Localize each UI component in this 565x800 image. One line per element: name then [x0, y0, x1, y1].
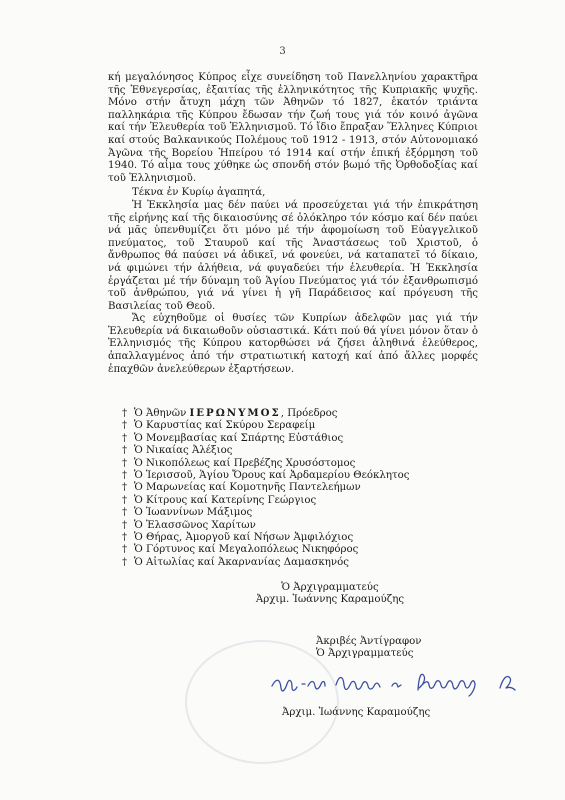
- cross-icon: †: [122, 507, 128, 519]
- secretary-name: Ἀρχιμ. Ἰωάννης Καραμούζης: [255, 594, 405, 606]
- signatories-list: [122, 407, 422, 569]
- signatory-name: Ὁ Μονεμβασίας καί Σπάρτης Εὐστάθιος: [134, 432, 344, 444]
- signatory-name: Ὁ Θήρας, Ἀμοργοῦ καί Νήσων Ἀμφιλόχιος: [134, 532, 354, 544]
- paragraph-2: Ἡ Ἐκκλησία μας δέν παύει νά προσεύχεται γιά τήν ἐπικράτηση τῆς εἰρήνης καί τῆς δικαιοσύνης σέ ὁλόκληρο τόν κόσμο καί δέν παύει νά μᾶς ὑπενθυμίζει ὅτι μόνο μέ τήν ἀφομοίωση τοῦ Εὐαγγελικοῦ πνεύματος, τοῦ Σταυροῦ καί τῆς Ἀναστάσεως τοῦ Χριστοῦ, ὁ ἄνθρωπος θά παύσει νά ἀδικεῖ, νά φονεύει, νά καταπατεῖ τό δίκαιο, νά φιμώνει τήν ἀλήθεια, νά φυγαδεύει τήν ἐλευθερία. Ἡ Ἐκκλησία ἐργάζεται μέ τήν δύναμη τοῦ Ἁγίου Πνεύματος γιά τόν ἐξανθρωπισμό τοῦ ἀνθρώπου, γιά νά γίνει ἡ γῆ Παράδεισος καί πρόγευση τῆς Βασιλείας τοῦ Θεοῦ.: [108, 199, 478, 312]
- page-number: 3: [279, 46, 286, 57]
- signatory-member: [122, 433, 422, 445]
- secretary-title: Ὁ Ἀρχιγραμματεύς: [281, 582, 379, 593]
- secretary-block: [230, 582, 430, 607]
- cross-icon: †: [122, 544, 128, 556]
- signatory-member: [122, 532, 422, 544]
- signatory-name: Ὁ Γόρτυνος καί Μεγαλοπόλεως Νικηφόρος: [134, 544, 359, 556]
- signatory-member: [122, 420, 422, 432]
- cross-icon: †: [122, 445, 128, 457]
- certified-copy-label: Ἀκριβές Ἀντίγραφον: [316, 636, 422, 647]
- paragraph-1: κή μεγαλόνησος Κύπρος εἶχε συνείδηση τοῦ Πανελληνίου χαρακτῆρα τῆς Ἐθνεγερσίας, ἐξαιτίας τῆς ἑλληνικότητος τῆς Κυπριακῆς ψυχῆς. Μόνο στήν ἄτυχη μάχη τῶν Ἀθηνῶν τό 1827, ἑκατόν τριάντα παλληκάρια τῆς Κύπρου ἔδωσαν τήν ζωή τους γιά τόν κοινό ἀγῶνα καί τήν Ἐλευθερία τοῦ Ἑλληνισμοῦ. Τό ἴδιο ἔπραξαν Ἕλληνες Κύπριοι καί στούς Βαλκανικούς Πολέμους τοῦ 1912 - 1913, στόν Αὐτονομιακό Ἀγῶνα τῆς Βορείου Ἠπείρου τό 1914 καί στήν ἐπική ἐξόρμηση τοῦ 1940. Τό αἷμα τους χύθηκε ὡς σπονδή στόν βωμό τῆς Ὀρθοδοξίας καί τοῦ Ἑλληνισμοῦ.: [108, 72, 478, 184]
- signatory-name: Ὁ Ἱερισσοῦ, Ἁγίου Ὄρους καί Ἀρδαμερίου Θεόκλητος: [134, 470, 410, 482]
- signatory-member: [122, 544, 422, 556]
- handwritten-signature: [268, 664, 523, 704]
- cross-icon: †: [122, 408, 128, 419]
- signatory-name: Ὁ Ἰωαννίνων Μάξιμος: [134, 507, 253, 519]
- signatory-member: [122, 520, 422, 532]
- cross-icon: †: [122, 470, 128, 482]
- signatory-member: [122, 507, 422, 519]
- signatory-member: [122, 458, 422, 470]
- cross-icon: †: [122, 556, 128, 568]
- signatory-name: Ὁ Κίτρους καί Κατερίνης Γεώργιος: [134, 494, 317, 506]
- certified-copy-block: [316, 636, 476, 661]
- signatory-name: Ὁ Αἰτωλίας καί Ἀκαρνανίας Δαμασκηνός: [134, 556, 349, 568]
- signatory-member: [122, 557, 422, 569]
- cross-icon: †: [122, 432, 128, 444]
- cross-icon: †: [122, 532, 128, 544]
- cross-icon: †: [122, 420, 128, 432]
- signatory-name: Ὁ Νικαίας Ἀλέξιος: [134, 445, 233, 457]
- primate-suffix: , Πρόεδρος: [280, 408, 338, 419]
- primate-prefix: Ὁ Ἀθηνῶν: [134, 408, 190, 419]
- signatory-name: Ὁ Νικοπόλεως καί Πρεβέζης Χρυσόστομος: [134, 457, 356, 469]
- signatory-primate: [122, 407, 422, 420]
- signatory-name: Ὁ Καρυστίας καί Σκύρου Σεραφείμ: [134, 420, 316, 432]
- letter-body: [108, 72, 478, 376]
- signatory-member: [122, 495, 422, 507]
- paragraph-3: Ἄς εὐχηθοῦμε οἱ θυσίες τῶν Κυπρίων ἀδελφῶν μας γιά τήν Ἐλευθερία νά δικαιωθοῦν οὐσιαστικά. Κάτι πού θά γίνει μόνον ὅταν ὁ Ἑλληνισμός τῆς Κύπρου κατορθώσει νά ζήσει ἀληθινά ἐλεύθερος, ἀπαλλαγμένος ἀπό τήν στρατιωτική κατοχή καί ἀπό ἄλλες μορφές ἐπαχθῶν ἀνελεύθερων ἐξαρτήσεων.: [108, 313, 478, 375]
- printed-name: Ἀρχιμ. Ἰωάννης Καραμούζης: [282, 707, 431, 718]
- signatory-name: Ὁ Ἐλασσῶνος Χαρίτων: [134, 519, 256, 531]
- cross-icon: †: [122, 457, 128, 469]
- cross-icon: †: [122, 494, 128, 506]
- cross-icon: †: [122, 482, 128, 494]
- greeting-line: Τέκνα ἐν Κυρίῳ ἀγαπητά,: [132, 187, 266, 199]
- cross-icon: †: [122, 519, 128, 531]
- signatory-member: [122, 445, 422, 457]
- signatory-name: Ὁ Μαρωνείας καί Κομοτηνῆς Παντελεήμων: [134, 482, 361, 494]
- primate-name: ΙΕΡΩΝΥΜΟΣ: [189, 407, 281, 419]
- certified-copy-secretary: Ὁ Ἀρχιγραμματεύς: [316, 648, 414, 660]
- signatory-member: [122, 470, 422, 482]
- signatory-member: [122, 482, 422, 494]
